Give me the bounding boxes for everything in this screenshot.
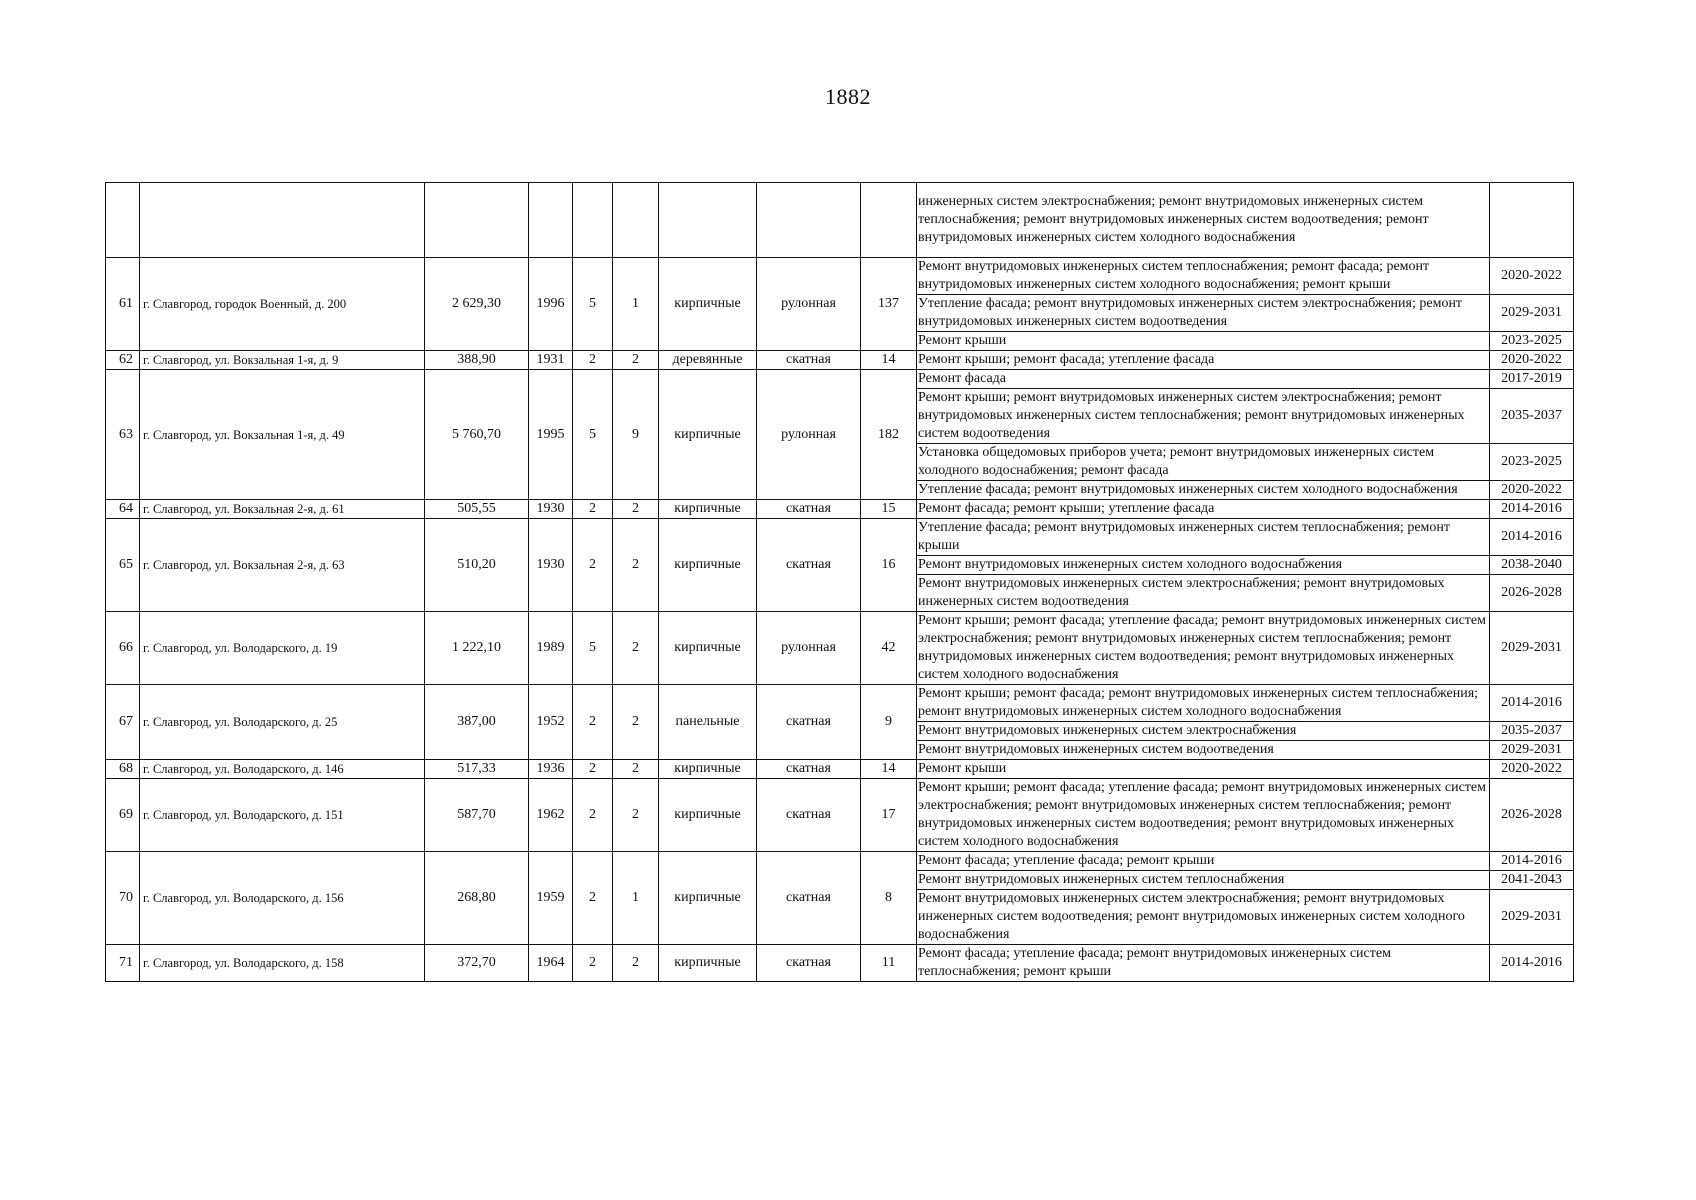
cell-entrances: 2 [613,519,659,612]
cell-address: г. Славгород, ул. Володарского, д. 146 [140,760,425,779]
cell-area: 268,80 [425,852,529,945]
cell-area: 387,00 [425,685,529,760]
cell-number: 66 [106,612,140,685]
cell-roof: скатная [757,945,861,982]
cell-walls: деревянные [659,351,757,370]
cell-area: 1 222,10 [425,612,529,685]
table-body [106,183,1574,982]
cell-empty [106,183,140,258]
cell-entrances: 2 [613,612,659,685]
capital-repair-table [105,182,1574,982]
cell-walls: кирпичные [659,760,757,779]
cell-period: 2041-2043 [1490,871,1574,890]
cell-area: 388,90 [425,351,529,370]
cell-entrances: 2 [613,685,659,760]
cell-work: Ремонт внутридомовых инженерных систем водоотведения [917,741,1490,760]
cell-work: Ремонт крыши [917,332,1490,351]
cell-period: 2029-2031 [1490,612,1574,685]
cell-empty [425,183,529,258]
cell-entrances: 1 [613,852,659,945]
cell-floors: 2 [573,685,613,760]
cell-number: 64 [106,500,140,519]
cell-floors: 2 [573,519,613,612]
cell-floors: 2 [573,500,613,519]
cell-number: 68 [106,760,140,779]
cell-entrances: 2 [613,779,659,852]
cell-number: 63 [106,370,140,500]
cell-area: 505,55 [425,500,529,519]
cell-number: 62 [106,351,140,370]
cell-period: 2014-2016 [1490,945,1574,982]
cell-roof: скатная [757,685,861,760]
cell-work: Ремонт внутридомовых инженерных систем теплоснабжения [917,871,1490,890]
cell-address: г. Славгород, ул. Вокзальная 1-я, д. 49 [140,370,425,500]
cell-floors: 5 [573,612,613,685]
cell-number: 67 [106,685,140,760]
cell-year: 1959 [529,852,573,945]
cell-residents: 42 [861,612,917,685]
cell-roof: скатная [757,519,861,612]
cell-floors: 2 [573,779,613,852]
cell-year: 1952 [529,685,573,760]
cell-year: 1962 [529,779,573,852]
cell-address: г. Славгород, ул. Вокзальная 1-я, д. 9 [140,351,425,370]
cell-entrances: 1 [613,258,659,351]
cell-work: Утепление фасада; ремонт внутридомовых инженерных систем холодного водоснабжения [917,481,1490,500]
cell-work: Ремонт фасада [917,370,1490,389]
cell-period: 2014-2016 [1490,852,1574,871]
cell-year: 1931 [529,351,573,370]
cell-period: 2023-2025 [1490,332,1574,351]
cell-residents: 15 [861,500,917,519]
cell-residents: 182 [861,370,917,500]
cell-walls: панельные [659,685,757,760]
page-number: 1882 [825,84,871,109]
cell-year: 1996 [529,258,573,351]
cell-work: Установка общедомовых приборов учета; ремонт внутридомовых инженерных систем холодного водоснабжения; ремонт фасада [917,444,1490,481]
cell-walls: кирпичные [659,779,757,852]
cell-walls: кирпичные [659,612,757,685]
cell-walls: кирпичные [659,500,757,519]
cell-roof: рулонная [757,370,861,500]
cell-number: 61 [106,258,140,351]
cell-work: Ремонт внутридомовых инженерных систем электроснабжения [917,722,1490,741]
cell-period: 2023-2025 [1490,444,1574,481]
cell-work-continuation: инженерных систем электроснабжения; ремонт внутридомовых инженерных систем теплоснабжения; ремонт внутридомовых инженерных систем водоотведения; ремонт внутридомовых инженерных систем холодного водоснабжения [917,183,1490,258]
table-row [106,500,1574,519]
table-row [106,351,1574,370]
cell-work: Ремонт внутридомовых инженерных систем холодного водоснабжения [917,556,1490,575]
cell-work: Ремонт крыши; ремонт фасада; утепление фасада; ремонт внутридомовых инженерных систем электроснабжения; ремонт внутридомовых инженерных систем теплоснабжения; ремонт внутридомовых инженерных систем водоотведения; ремонт внутридомовых инженерных систем холодного водоснабжения [917,779,1490,852]
cell-entrances: 9 [613,370,659,500]
cell-number: 65 [106,519,140,612]
cell-year: 1964 [529,945,573,982]
cell-year: 1989 [529,612,573,685]
table-row [106,258,1574,295]
cell-entrances: 2 [613,760,659,779]
cell-floors: 2 [573,945,613,982]
cell-work: Утепление фасада; ремонт внутридомовых инженерных систем теплоснабжения; ремонт крыши [917,519,1490,556]
table-row [106,760,1574,779]
cell-floors: 5 [573,370,613,500]
cell-floors: 2 [573,852,613,945]
cell-roof: скатная [757,779,861,852]
cell-period: 2017-2019 [1490,370,1574,389]
cell-empty [140,183,425,258]
cell-work: Ремонт внутридомовых инженерных систем электроснабжения; ремонт внутридомовых инженерных систем водоотведения; ремонт внутридомовых инженерных систем холодного водоснабжения [917,890,1490,945]
cell-residents: 11 [861,945,917,982]
cell-work: Ремонт внутридомовых инженерных систем электроснабжения; ремонт внутридомовых инженерных систем водоотведения [917,575,1490,612]
cell-entrances: 2 [613,500,659,519]
cell-walls: кирпичные [659,852,757,945]
cell-walls: кирпичные [659,370,757,500]
cell-work: Ремонт крыши [917,760,1490,779]
cell-area: 517,33 [425,760,529,779]
cell-period: 2020-2022 [1490,351,1574,370]
cell-entrances: 2 [613,351,659,370]
cell-period: 2026-2028 [1490,779,1574,852]
cell-residents: 17 [861,779,917,852]
cell-residents: 14 [861,351,917,370]
cell-address: г. Славгород, ул. Володарского, д. 156 [140,852,425,945]
table-row [106,852,1574,871]
cell-empty [861,183,917,258]
cell-work: Ремонт фасада; утепление фасада; ремонт внутридомовых инженерных систем теплоснабжения; ремонт крыши [917,945,1490,982]
cell-residents: 16 [861,519,917,612]
cell-empty [757,183,861,258]
table-row [106,779,1574,852]
cell-work: Ремонт фасада; утепление фасада; ремонт крыши [917,852,1490,871]
table-row [106,685,1574,722]
cell-address: г. Славгород, ул. Володарского, д. 25 [140,685,425,760]
table-row-continuation [106,183,1574,258]
cell-roof: скатная [757,351,861,370]
cell-period: 2035-2037 [1490,389,1574,444]
cell-area: 587,70 [425,779,529,852]
cell-period: 2020-2022 [1490,481,1574,500]
cell-year: 1930 [529,500,573,519]
cell-period: 2029-2031 [1490,295,1574,332]
cell-residents: 9 [861,685,917,760]
cell-period: 2014-2016 [1490,519,1574,556]
cell-work: Утепление фасада; ремонт внутридомовых инженерных систем электроснабжения; ремонт внутридомовых инженерных систем водоотведения [917,295,1490,332]
cell-work: Ремонт крыши; ремонт внутридомовых инженерных систем электроснабжения; ремонт внутридомовых инженерных систем теплоснабжения; ремонт внутридомовых инженерных систем водоотведения [917,389,1490,444]
table-row [106,370,1574,389]
cell-area: 510,20 [425,519,529,612]
cell-work: Ремонт фасада; ремонт крыши; утепление фасада [917,500,1490,519]
cell-walls: кирпичные [659,519,757,612]
cell-floors: 5 [573,258,613,351]
cell-area: 2 629,30 [425,258,529,351]
table-row [106,945,1574,982]
cell-floors: 2 [573,351,613,370]
cell-period: 2020-2022 [1490,258,1574,295]
cell-number: 69 [106,779,140,852]
cell-year: 1936 [529,760,573,779]
cell-period: 2029-2031 [1490,741,1574,760]
cell-area: 372,70 [425,945,529,982]
cell-address: г. Славгород, ул. Володарского, д. 158 [140,945,425,982]
cell-roof: скатная [757,852,861,945]
cell-empty [659,183,757,258]
cell-residents: 137 [861,258,917,351]
cell-address: г. Славгород, ул. Вокзальная 2-я, д. 61 [140,500,425,519]
cell-period: 2014-2016 [1490,500,1574,519]
cell-area: 5 760,70 [425,370,529,500]
cell-period: 2014-2016 [1490,685,1574,722]
cell-number: 71 [106,945,140,982]
cell-residents: 8 [861,852,917,945]
cell-empty [1490,183,1574,258]
cell-period: 2038-2040 [1490,556,1574,575]
cell-address: г. Славгород, ул. Володарского, д. 19 [140,612,425,685]
cell-period: 2029-2031 [1490,890,1574,945]
cell-roof: скатная [757,500,861,519]
cell-address: г. Славгород, ул. Вокзальная 2-я, д. 63 [140,519,425,612]
cell-walls: кирпичные [659,945,757,982]
cell-roof: рулонная [757,258,861,351]
cell-period: 2035-2037 [1490,722,1574,741]
cell-work: Ремонт внутридомовых инженерных систем теплоснабжения; ремонт фасада; ремонт внутридомовых инженерных систем холодного водоснабжения; ремонт крыши [917,258,1490,295]
cell-work: Ремонт крыши; ремонт фасада; ремонт внутридомовых инженерных систем теплоснабжения; ремонт внутридомовых инженерных систем холодного водоснабжения [917,685,1490,722]
cell-walls: кирпичные [659,258,757,351]
cell-empty [529,183,573,258]
cell-number: 70 [106,852,140,945]
table-row [106,612,1574,685]
cell-year: 1930 [529,519,573,612]
cell-entrances: 2 [613,945,659,982]
cell-empty [613,183,659,258]
table-row [106,519,1574,556]
cell-period: 2026-2028 [1490,575,1574,612]
cell-empty [573,183,613,258]
cell-roof: рулонная [757,612,861,685]
cell-floors: 2 [573,760,613,779]
cell-period: 2020-2022 [1490,760,1574,779]
cell-residents: 14 [861,760,917,779]
cell-work: Ремонт крыши; ремонт фасада; утепление фасада [917,351,1490,370]
cell-year: 1995 [529,370,573,500]
cell-address: г. Славгород, ул. Володарского, д. 151 [140,779,425,852]
cell-work: Ремонт крыши; ремонт фасада; утепление фасада; ремонт внутридомовых инженерных систем электроснабжения; ремонт внутридомовых инженерных систем теплоснабжения; ремонт внутридомовых инженерных систем водоотведения; ремонт внутридомовых инженерных систем холодного водоснабжения [917,612,1490,685]
cell-roof: скатная [757,760,861,779]
cell-address: г. Славгород, городок Военный, д. 200 [140,258,425,351]
